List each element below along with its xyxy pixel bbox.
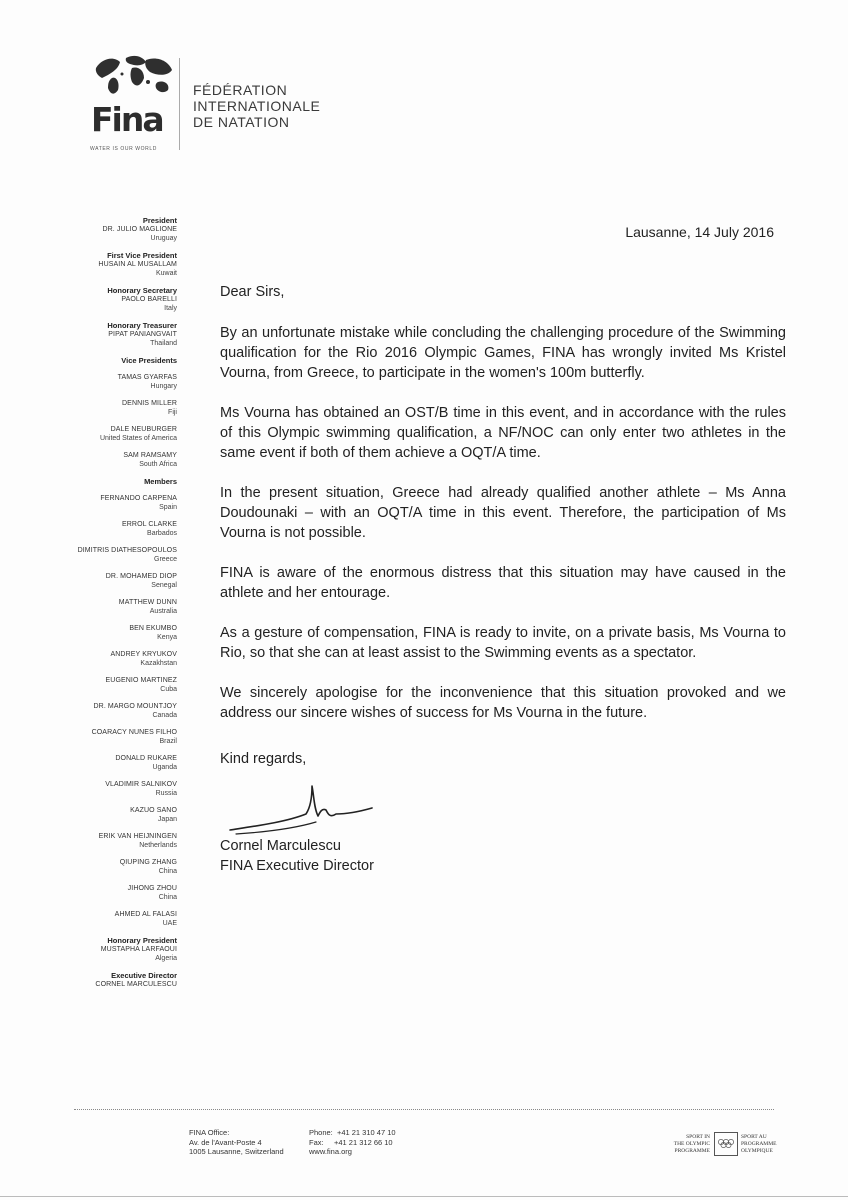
members-heading: Members <box>144 477 177 486</box>
board-country: Japan <box>157 816 177 823</box>
olympic-line: SPORT IN <box>686 1134 710 1140</box>
board-name: DR. MARGO MOUNTJOY <box>93 703 177 710</box>
board-name: ERIK VAN HEIJNINGEN <box>98 833 177 840</box>
board-country: Kazakhstan <box>140 660 177 667</box>
board-name: DR. MOHAMED DIOP <box>105 573 177 580</box>
board-entry <box>0 286 177 313</box>
logo-divider <box>179 58 180 150</box>
board-name: EUGENIO MARTINEZ <box>105 677 177 684</box>
footer-line: FINA Office: <box>189 1128 230 1137</box>
board-name: PAOLO BARELLI <box>121 296 177 303</box>
board-name: AHMED AL FALASI <box>114 911 177 918</box>
olympic-label-fr <box>741 1134 801 1155</box>
footer-contact <box>309 1128 396 1157</box>
board-entry <box>0 780 177 798</box>
board-country: Barbados <box>147 530 177 537</box>
board-role: First Vice President <box>107 251 177 260</box>
board-country: Senegal <box>151 582 177 589</box>
board-members-sidebar <box>0 216 177 997</box>
letter-date: Lausanne, 14 July 2016 <box>625 224 774 240</box>
board-country: Kuwait <box>155 270 177 277</box>
board-role: Honorary President <box>107 936 177 945</box>
footer-divider <box>74 1109 774 1110</box>
members-list <box>0 494 177 928</box>
olympic-line: THE OLYMPIC <box>673 1141 710 1147</box>
board-name: VLADIMIR SALNIKOV <box>105 781 177 788</box>
board-name: ERROL CLARKE <box>121 521 177 528</box>
board-country: Fiji <box>168 409 177 416</box>
board-name: CORNEL MARCULESCU <box>95 981 177 988</box>
board-country: China <box>158 868 177 875</box>
board-country: Brazil <box>159 738 177 745</box>
board-entry <box>0 494 177 512</box>
olympic-line: PROGRAMME <box>674 1148 710 1154</box>
board-name: DONALD RUKARE <box>115 755 177 762</box>
letter-paragraph: Ms Vourna has obtained an OST/B time in this event, and in accordance with the rules of this Olympic swimming qualification, a NF/NOC can only enter two athletes in the same event if both of them achieve a OQT/A time. <box>220 405 786 461</box>
board-entry <box>0 598 177 616</box>
board-name: QIUPING ZHANG <box>119 859 177 866</box>
board-name: MUSTAPHA LARFAOUI <box>100 946 177 953</box>
board-country: China <box>158 894 177 901</box>
board-country: Uruguay <box>150 235 177 242</box>
board-entry <box>0 520 177 538</box>
letter-paragraph: In the present situation, Greece had already qualified another athlete – Ms Anna Doudounaki – with an OQT/A time in this event. Therefore, the participation of Ms Vourna is not possible. <box>220 485 786 541</box>
fina-wordmark: Fina <box>91 100 163 139</box>
board-entry <box>0 910 177 928</box>
board-country: Algeria <box>155 955 177 962</box>
board-country: Kenya <box>157 634 177 641</box>
board-role: Executive Director <box>111 971 177 980</box>
board-entry <box>0 728 177 746</box>
olympic-rings-icon <box>715 1133 737 1155</box>
scan-edge <box>0 1196 848 1197</box>
board-name: DIMITRIS DIATHESOPOULOS <box>77 547 177 554</box>
board-entry <box>0 251 177 278</box>
board-country: Cuba <box>160 686 177 693</box>
board-role: Honorary Treasurer <box>107 321 177 330</box>
board-name: SAM RAMSAMY <box>123 452 177 459</box>
olympic-line: SPORT AU <box>741 1134 767 1140</box>
board-country: Spain <box>159 504 177 511</box>
signer-title: FINA Executive Director <box>220 858 374 874</box>
letter-paragraph: As a gesture of compensation, FINA is ready to invite, on a private basis, Ms Vourna to Rio, so that she can at least assist to the Swimming events as a spectator. <box>220 625 786 661</box>
olympic-label-en <box>656 1134 710 1155</box>
board-role: President <box>142 216 177 225</box>
salutation: Dear Sirs, <box>220 284 285 300</box>
footer-line: Phone: +41 21 310 47 10 <box>309 1128 396 1137</box>
signer-name: Cornel Marculescu <box>220 838 341 854</box>
board-entry <box>0 702 177 720</box>
vice-presidents-heading: Vice Presidents <box>121 356 177 365</box>
board-entry <box>0 884 177 902</box>
footer-office <box>189 1128 284 1157</box>
closing: Kind regards, <box>220 751 307 767</box>
board-country: Australia <box>149 608 177 615</box>
vice-presidents-list <box>0 373 177 469</box>
letter-paragraph: By an unfortunate mistake while concluding the challenging procedure of the Swimming qualification for the Rio 2016 Olympic Games, FINA has wrongly invited Ms Kristel Vourna, from Greece, to participate in the women's 100m butterfly. <box>220 325 786 381</box>
board-entry <box>0 650 177 668</box>
logo-tagline: WATER IS OUR WORLD <box>90 146 157 152</box>
board-entry <box>0 321 177 348</box>
footer-line: www.fina.org <box>309 1147 352 1156</box>
board-entry <box>0 806 177 824</box>
board-entry <box>0 572 177 590</box>
board-entry <box>0 399 177 417</box>
board-country: Greece <box>154 556 177 563</box>
board-name: PIPAT PANIANGVAIT <box>108 331 177 338</box>
federation-line: INTERNATIONALE <box>193 98 321 114</box>
board-name: ANDREY KRYUKOV <box>110 651 177 658</box>
federation-name <box>193 82 320 130</box>
board-name: BEN EKUMBO <box>129 625 177 632</box>
board-country: Canada <box>152 712 177 719</box>
board-country: Hungary <box>150 383 177 390</box>
board-country: Netherlands <box>139 842 177 849</box>
letter-body <box>220 284 786 767</box>
federation-line: FÉDÉRATION <box>193 82 288 98</box>
board-country: UAE <box>162 920 177 927</box>
board-role: Honorary Secretary <box>107 286 177 295</box>
board-entry <box>0 624 177 642</box>
board-country: South Africa <box>139 461 177 468</box>
olympic-line: PROGRAMME <box>741 1141 777 1147</box>
board-entry <box>0 971 177 989</box>
board-entry <box>0 373 177 391</box>
board-country: Italy <box>164 305 177 312</box>
board-name: TAMAS GYARFAS <box>117 374 177 381</box>
board-entry <box>0 425 177 443</box>
board-entry <box>0 858 177 876</box>
signer-block <box>220 836 374 876</box>
board-entry <box>0 451 177 469</box>
board-country: United States of America <box>99 435 177 442</box>
board-entry <box>0 216 177 243</box>
board-country: Thailand <box>150 340 177 347</box>
board-entry <box>0 754 177 772</box>
letter-paragraph: We sincerely apologise for the inconvenience that this situation provoked and we address our sincere wishes of success for Ms Vourna in the future. <box>220 685 786 721</box>
board-country: Uganda <box>152 764 177 771</box>
board-name: HUSAIN AL MUSALLAM <box>98 261 177 268</box>
board-entry <box>0 832 177 850</box>
board-entry <box>0 936 177 963</box>
board-entry <box>0 676 177 694</box>
board-name: KAZUO SANO <box>130 807 177 814</box>
signature-icon <box>226 778 376 840</box>
board-entry <box>0 546 177 564</box>
board-name: JIHONG ZHOU <box>127 885 177 892</box>
board-name: MATTHEW DUNN <box>118 599 177 606</box>
board-country: Russia <box>155 790 177 797</box>
board-name: COARACY NUNES FILHO <box>91 729 177 736</box>
board-name: DALE NEUBURGER <box>110 426 177 433</box>
footer-line: Fax: +41 21 312 66 10 <box>309 1137 393 1147</box>
board-name: FERNANDO CARPENA <box>100 495 177 502</box>
footer-line: 1005 Lausanne, Switzerland <box>189 1147 284 1156</box>
footer-line: Av. de l'Avant-Poste 4 <box>189 1137 262 1147</box>
federation-line: DE NATATION <box>193 114 290 130</box>
olympic-line: OLYMPIQUE <box>741 1148 773 1154</box>
board-name: DR. JULIO MAGLIONE <box>102 226 177 233</box>
board-name: DENNIS MILLER <box>122 400 177 407</box>
olympic-rings-box <box>714 1132 738 1156</box>
letter-paragraph: FINA is aware of the enormous distress that this situation may have caused in the athlete and her entourage. <box>220 565 786 601</box>
